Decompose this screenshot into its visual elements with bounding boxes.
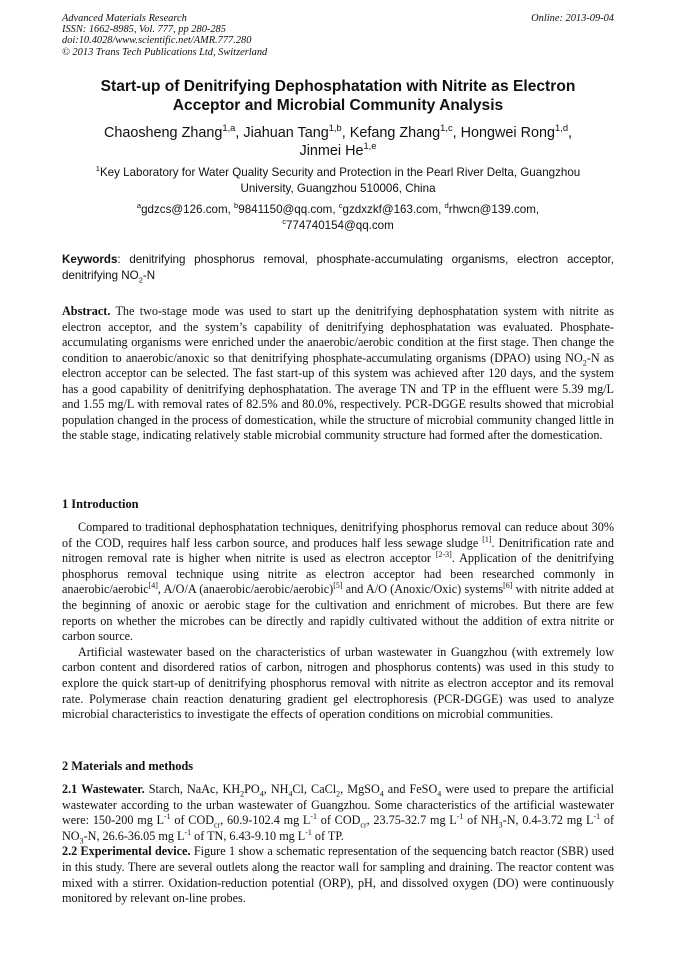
subsection-label: 2.2 Experimental device. (62, 844, 191, 859)
text-run: Cl, CaCl (292, 782, 337, 796)
subscript: 4 (437, 789, 442, 799)
superscript: -1 (310, 812, 317, 822)
author-name: , Hongwei Rong (452, 125, 556, 141)
subscript: 3 (498, 820, 503, 830)
subscript: 2 (336, 789, 341, 799)
email-link[interactable]: 774740154@qq.com (285, 218, 394, 232)
journal-header (62, 13, 614, 58)
superscript: -1 (305, 827, 312, 837)
affiliation (62, 165, 614, 198)
author-name: Jinmei He (299, 143, 364, 159)
email-mark: b (234, 201, 239, 211)
doi-line: doi:10.4028/www.scientific.net/AMR.777.280 (62, 35, 252, 47)
subscript: 2 (582, 357, 587, 367)
citation-ref[interactable]: [2-3] (435, 550, 452, 560)
email-link[interactable]: gdzcs@126.com, (141, 203, 235, 216)
subscript: 4 (259, 789, 264, 799)
author-emails (62, 202, 614, 233)
text-run: Compared to traditional dephosphatation techniques, denitrifying phosphorus removal can reduce about 30% of the COD, requires half less carbon source, and produces half less sewage sludge (62, 520, 614, 550)
superscript: -1 (184, 827, 192, 837)
author-affiliation-mark: 1,d (555, 123, 569, 134)
author-affiliation-mark: 1,e (363, 141, 377, 152)
title-line-2: Acceptor and Microbial Community Analysis (172, 96, 504, 114)
email-link[interactable]: gzdxzkf@163.com, (342, 203, 445, 216)
issn-line: ISSN: 1662-8985, Vol. 777, pp 280-285 (62, 24, 226, 36)
author-affiliation-mark: 1,b (328, 123, 342, 134)
email-mark: d (444, 201, 449, 211)
abstract (62, 304, 614, 444)
text-run: of NO (62, 813, 615, 843)
subscript: 3 (79, 836, 84, 846)
subsection-label: 2.1 Wastewater. (62, 782, 145, 796)
text-run: -N, 0.4-3.72 mg L (502, 813, 594, 828)
online-date: Online: 2013-09-04 (531, 13, 614, 24)
text-run: , MgSO (340, 782, 380, 796)
email-mark: c (338, 201, 343, 211)
citation-ref[interactable]: [6] (503, 581, 513, 591)
email-mark: c (282, 216, 286, 226)
citation-ref[interactable]: [5] (333, 581, 343, 591)
author-name: , Jiahuan Tang (235, 125, 329, 141)
text-run: . Denitrification rate and nitrogen removal rate is higher when nitrite is used as electron acceptor (62, 535, 614, 566)
text-run: , NH (263, 782, 289, 796)
text-run: were used to prepare the artificial wastewater according to the urban wastewater of Guangzhou. Some characteristics of the artificial wastewater were: 150-200 mg L (62, 782, 614, 828)
superscript: -1 (456, 812, 464, 822)
text-run: Figure 1 show a schematic representation of the sequencing batch reactor (SBR) used in this study. There are several outlets along the reactor wall for sampling and draining. The reactor content was mixed with a stirrer. Oxidation-reduction potential (ORP), pH, and dissolved oxygen (DO) were continuously monitored by relevant on-line probes. (62, 844, 615, 906)
author-separator: , (568, 125, 573, 141)
text-run: of COD (170, 813, 215, 828)
subscript: cr (360, 820, 367, 830)
paper-title (62, 78, 614, 115)
text-run: -N, 26.6-36.05 mg L (83, 828, 185, 843)
subscript: cr (214, 820, 221, 830)
subscript: 4 (379, 789, 384, 799)
text-run: of COD (317, 813, 361, 828)
subscript: 2 (240, 789, 245, 799)
paragraph (62, 520, 614, 645)
affiliation-line-2: University, Guangzhou 510006, China (240, 182, 436, 196)
keywords-text: : denitrifying phosphorus removal, phosphate-accumulating organisms, electron acceptor, denitrifying NO (62, 253, 614, 282)
author-name: Chaosheng Zhang (103, 125, 223, 141)
text-run: and FeSO (383, 782, 438, 796)
abstract-label: Abstract. (62, 304, 111, 318)
superscript: -1 (164, 812, 171, 822)
keywords-label: Keywords (62, 253, 118, 266)
citation-ref[interactable]: [1] (482, 534, 492, 544)
citation-ref[interactable]: [4] (148, 581, 158, 591)
copyright-line: © 2013 Trans Tech Publications Ltd, Switzerland (62, 46, 268, 58)
author-name: , Kefang Zhang (341, 125, 441, 141)
title-line-1: Start-up of Denitrifying Dephosphatation with Nitrite as Electron (100, 78, 576, 95)
journal-name: Advanced Materials Research (62, 13, 187, 24)
text-run: , 60.9-102.4 mg L (220, 813, 311, 828)
paragraph (62, 782, 614, 844)
text-run: , A/O/A (anaerobic/aerobic/aerobic) (157, 582, 334, 597)
email-mark: a (136, 201, 142, 211)
text-run: of TN, 6.43-9.10 mg L (191, 828, 306, 843)
abstract-text-end: -N as electron acceptor can be selected. The fast start-up of this system was achieved after 120 days, and the system has a good capability of denitrifying dephosphatation. The average TN and TP in the effluent were 5.39 mg/L and 1.55 mg/L with removal rates of 82.5% and 80.0%, respectively. PCR-DGGE results showed that microbial population changed in the process of domestication, while the structure of microbial community changed little in the stable stage, indicating relatively stable microbial community structure had formed after the domestication. (62, 350, 614, 442)
superscript: -1 (593, 812, 601, 822)
email-link[interactable]: 9841150@qq.com, (238, 203, 339, 216)
affiliation-mark: 1 (95, 164, 100, 174)
text-run: PO (244, 782, 260, 796)
text-run: Starch, NaAc, KH (144, 782, 241, 796)
paragraph (62, 844, 614, 906)
keywords (62, 252, 614, 283)
introduction-body (62, 520, 614, 723)
email-link[interactable]: rhwcn@139.com, (448, 203, 540, 216)
text-run: of TP. (311, 828, 344, 843)
section-heading-materials: 2 Materials and methods (62, 759, 194, 773)
subscript: 2 (138, 274, 143, 284)
text-run: . Application of the denitrifying phosphorus removal technique using nitrite as electron acceptor had been researched commonly in anaerobic/aerobic (62, 551, 614, 597)
text-run: of NH (463, 813, 499, 828)
author-affiliation-mark: 1,a (222, 123, 236, 134)
author-affiliation-mark: 1,c (440, 123, 453, 134)
text-run: , 23.75-32.7 mg L (366, 813, 457, 828)
text-run: with nitrite added at the beginning of anoxic or aerobic stage for the cultivation and enrichment of microbes. But there are few reports on whether the microbes can be directly and rapidly cultivated without the addition of extra nitrite or carbon source. (62, 582, 614, 644)
text-run: and A/O (Anoxic/Oxic) systems (342, 582, 504, 597)
subscript: 4 (288, 789, 293, 799)
abstract-text: The two-stage mode was used to start up the denitrifying dephosphatation system with nitrite as electron acceptor, and the system’s capability of denitrifying dephosphatation was evaluated. Phosphate-accumulating organisms were enriched under the anaerobic/aerobic condition at the first stage. Then change the condition to anaerobic/anoxic so that denitrifying phosphate-accumulating organisms (DPAO) using NO (62, 304, 614, 365)
materials-body (62, 782, 614, 907)
paragraph: Artificial wastewater based on the characteristics of urban wastewater in Guangzhou (with extremely low carbon content and disordered ratios of carbon, nitrogen and phosphorus contents) was used in this study to explore the quick start-up of denitrifying phosphorus removal with nitrite as electron acceptor and its removal rate. Polymerase chain reaction denaturing gradient gel electrophoresis (PCR-DGGE) was used to analyze microbial characteristics to investigate the effects of operation conditions on microbial communities. (62, 644, 614, 722)
section-heading-introduction: 1 Introduction (62, 497, 139, 511)
author-list (62, 124, 614, 160)
affiliation-line-1: Key Laboratory for Water Quality Security and Protection in the Pearl River Delta, Guangzhou (99, 166, 581, 179)
keywords-text-end: -N (142, 268, 156, 282)
